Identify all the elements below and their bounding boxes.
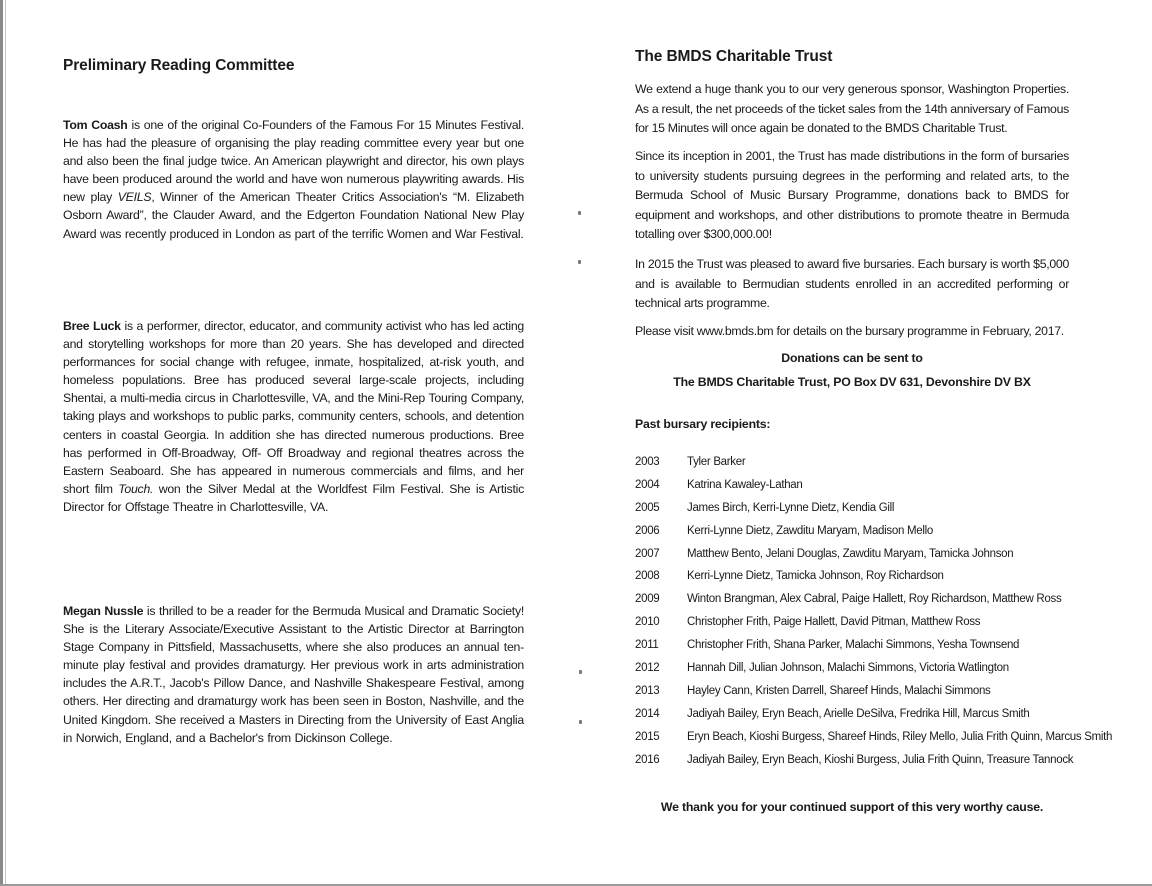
donations-address: The BMDS Charitable Trust, PO Box DV 631, Devonshire DV BX	[673, 375, 1031, 389]
recipient-year: 2009	[635, 593, 660, 606]
sponsor-paragraph: We extend a huge thank you to our very generous sponsor, Washington Properties. As a result, the net proceeds of the ticket sales from the 14th anniversary of Famous for 15 Minutes will once again be donated to the BMDS Charitable Trust.	[635, 82, 1069, 135]
recipient-names: Jadiyah Bailey, Eryn Beach, Arielle DeSilva, Fredrika Hill, Marcus Smith	[687, 707, 1030, 720]
recipient-year: 2003	[635, 456, 660, 468]
donations-heading: Donations can be sent to	[781, 351, 923, 365]
list-item	[635, 456, 1105, 479]
list-item	[635, 730, 1113, 754]
list-item	[635, 754, 1105, 777]
scan-speck	[579, 720, 582, 724]
recipient-year: 2006	[635, 524, 660, 537]
recipients-list	[635, 456, 1113, 776]
recipient-names: Jadiyah Bailey, Eryn Beach, Kioshi Burgess, Julia Frith Quinn, Treasure Tannock	[687, 753, 1074, 766]
recipient-year: 2012	[635, 662, 660, 675]
recipient-year: 2014	[635, 707, 660, 720]
recipient-names: Christopher Frith, Paige Hallett, David Pitman, Matthew Ross	[687, 616, 981, 629]
bio-paragraph-bree-luck	[63, 317, 524, 516]
history-paragraph: Since its inception in 2001, the Trust has made distributions in the form of bursaries to university students pursuing degrees in the performing and related arts, to the Bermuda School of Music Bursary Programme, donations back to BMDS for equipment and workshops, and other distributions to promote theatre in Bermuda totalling over $300,000.00!	[635, 149, 1069, 241]
recipient-names: Tyler Barker	[687, 456, 746, 468]
recipient-year: 2013	[635, 684, 660, 697]
list-item	[635, 639, 1105, 662]
recipients-heading: Past bursary recipients:	[635, 417, 771, 431]
bio-italic-title: Touch.	[118, 481, 154, 496]
recipient-year: 2007	[635, 547, 660, 560]
recipient-year: 2005	[635, 501, 660, 514]
bursary-paragraph: In 2015 the Trust was pleased to award five bursaries. Each bursary is worth $5,000 and is available to Bermudian students enrolled in an accredited performing or technical arts programme.	[635, 257, 1069, 310]
list-item	[635, 548, 1105, 571]
bio-text-continued: won the Silver Medal at the Worldfest Film Festival. She is Artistic Director for Offstage Theatre in Charlottesville, VA.	[63, 481, 524, 514]
list-item	[635, 525, 1105, 548]
list-item	[635, 570, 1105, 593]
list-item	[635, 502, 1105, 525]
recipient-names: James Birch, Kerri-Lynne Dietz, Kendia Gill	[687, 501, 895, 514]
list-item	[635, 708, 1105, 731]
bio-paragraph-tom-coash	[63, 116, 524, 243]
list-item	[635, 593, 1105, 616]
page-title: Preliminary Reading Committee	[63, 57, 295, 74]
list-item	[635, 616, 1105, 639]
recipient-year: 2011	[635, 639, 659, 652]
section-title: The BMDS Charitable Trust	[635, 48, 833, 65]
recipient-names: Hayley Cann, Kristen Darrell, Shareef Hinds, Malachi Simmons	[687, 684, 991, 697]
recipient-names: Christopher Frith, Shana Parker, Malachi Simmons, Yesha Townsend	[687, 639, 1020, 652]
recipient-names: Eryn Beach, Kioshi Burgess, Shareef Hinds, Riley Mello, Julia Frith Quinn, Marcus Smith	[687, 730, 1113, 743]
recipient-year: 2008	[635, 570, 660, 583]
recipient-names: Winton Brangman, Alex Cabral, Paige Hallett, Roy Richardson, Matthew Ross	[687, 593, 1062, 606]
bio-name: Megan Nussle	[63, 604, 144, 618]
bio-text: is thrilled to be a reader for the Bermuda Musical and Dramatic Society! She is the Literary Associate/Executive Assistant to the Artistic Director at Barrington Stage Company in Pittsfield, Massachusetts, where she also produces an annual ten-minute play festival and provides dramaturgy. Her previous work in arts administration includes the A.R.T., Jacob's Pillow Dance, and Nashville Shakespeare Festival, among others. Her directing and dramaturgy work has been seen in Boston, Nashville, and the United Kingdom. She received a Masters in Directing from the University of East Anglia in Norwich, England, and a Bachelor's from Dickinson College.	[63, 604, 525, 745]
bio-text-continued: , Winner of the American Theater Critics Association's “M. Elizabeth Osborn Award”, the Clauder Award, and the Edgerton Foundation National New Play Award was recently produced in London as part of the terrific Women and War Festival.	[63, 190, 524, 241]
recipient-names: Kerri-Lynne Dietz, Zawditu Maryam, Madison Mello	[687, 524, 933, 537]
scan-speck	[578, 211, 581, 215]
list-item	[635, 479, 1105, 502]
scan-speck	[578, 260, 581, 264]
closing-note: We thank you for your continued support of this very worthy cause.	[660, 800, 1044, 814]
recipient-year: 2004	[635, 478, 660, 491]
scan-edge-left-inner	[5, 0, 6, 886]
recipient-year: 2010	[635, 616, 660, 629]
recipient-names: Matthew Bento, Jelani Douglas, Zawditu Maryam, Tamicka Johnson	[687, 547, 1014, 560]
bio-italic-title: VEILS	[117, 190, 152, 205]
scan-speck	[579, 670, 582, 674]
bio-name: Tom Coash	[63, 118, 128, 132]
recipient-names: Hannah Dill, Julian Johnson, Malachi Simmons, Victoria Watlington	[687, 662, 1009, 675]
bio-text: is one of the original Co-Founders of the Famous For 15 Minutes Festival. He has had the pleasure of organising the play reading committee every year but one and also been the final judge twice. An American playwright and director, his own plays have been produced around the world and have won numerous playwriting awards. His new play	[63, 118, 525, 205]
recipient-names: Kerri-Lynne Dietz, Tamicka Johnson, Roy Richardson	[687, 570, 944, 583]
list-item	[635, 662, 1105, 685]
scan-edge-left	[0, 0, 3, 886]
list-item	[635, 685, 1105, 708]
website-paragraph: Please visit www.bmds.bm for details on the bursary programme in February, 2017.	[635, 324, 1064, 338]
recipient-names: Katrina Kawaley-Lathan	[687, 478, 803, 491]
bio-text: is a performer, director, educator, and community activist who has led acting and storytelling workshops for more than 20 years. She has developed and directed performances for social change with refugee, inmate, hospitalized, at-risk youth, and homeless populations. Bree has produced several large-scale projects, including Shentai, a multi-media circus in Charlottesville, VA, and the Mini-Rep Touring Company, taking plays and workshops to public parks, community centers, schools, and detention centers in coastal Georgia. In addition she has directed numerous productions. Bree has performed in Off-Broadway, Off- Off Broadway and regional theatres across the Eastern Seaboard. She has appeared in numerous commercials and films, and her short film	[63, 319, 525, 496]
bio-name: Bree Luck	[63, 319, 121, 333]
recipient-year: 2015	[635, 730, 660, 743]
bio-paragraph-megan-nussle	[63, 602, 524, 747]
recipient-year: 2016	[635, 753, 660, 766]
